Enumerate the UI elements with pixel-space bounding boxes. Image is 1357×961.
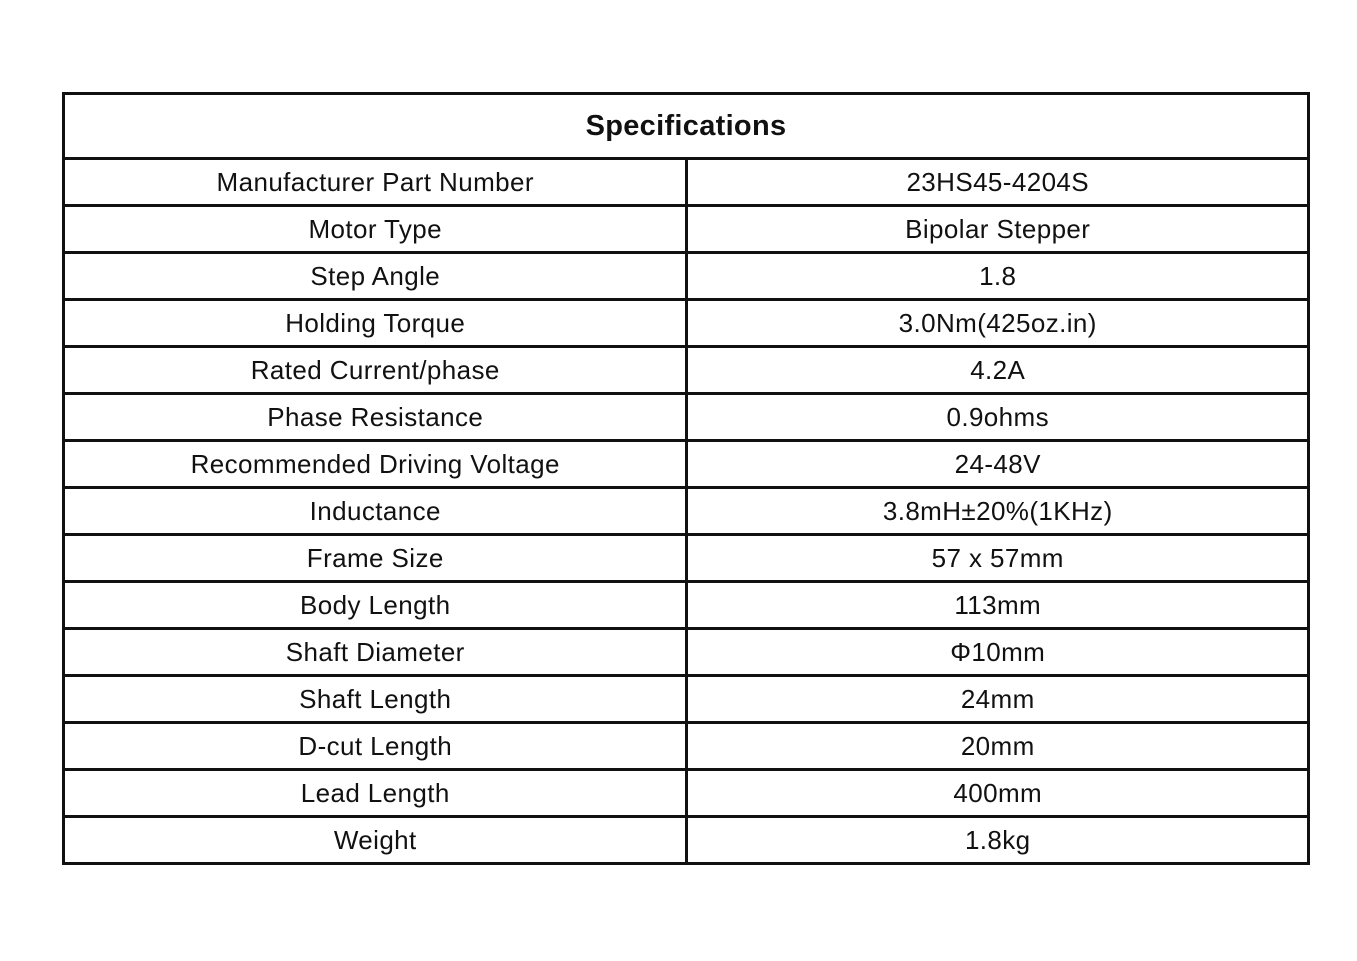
table-row (64, 723, 1309, 770)
spec-label: Frame Size (64, 535, 687, 582)
spec-value: 3.0Nm(425oz.in) (687, 300, 1309, 347)
spec-label: Manufacturer Part Number (64, 159, 687, 206)
spec-value: 1.8 (687, 253, 1309, 300)
table-row (64, 770, 1309, 817)
table-row (64, 394, 1309, 441)
spec-value: 57 x 57mm (687, 535, 1309, 582)
table-title: Specifications (64, 94, 1309, 159)
spec-value: 400mm (687, 770, 1309, 817)
spec-label: Holding Torque (64, 300, 687, 347)
specifications-table (62, 92, 1310, 865)
spec-label: Shaft Length (64, 676, 687, 723)
table-row (64, 629, 1309, 676)
spec-label: Shaft Diameter (64, 629, 687, 676)
spec-label: Lead Length (64, 770, 687, 817)
spec-value: 23HS45-4204S (687, 159, 1309, 206)
table-row (64, 206, 1309, 253)
spec-value: 0.9ohms (687, 394, 1309, 441)
spec-label: Motor Type (64, 206, 687, 253)
spec-value: 24-48V (687, 441, 1309, 488)
spec-label: Body Length (64, 582, 687, 629)
spec-value: 20mm (687, 723, 1309, 770)
table-row (64, 300, 1309, 347)
spec-value: 1.8kg (687, 817, 1309, 864)
table-row (64, 535, 1309, 582)
spec-value: 24mm (687, 676, 1309, 723)
table-row (64, 676, 1309, 723)
table-row (64, 441, 1309, 488)
spec-value: 4.2A (687, 347, 1309, 394)
table-row (64, 159, 1309, 206)
spec-value: Φ10mm (687, 629, 1309, 676)
spec-label: Recommended Driving Voltage (64, 441, 687, 488)
spec-label: Rated Current/phase (64, 347, 687, 394)
spec-label: Weight (64, 817, 687, 864)
table-row (64, 253, 1309, 300)
table-row (64, 582, 1309, 629)
spec-value: 3.8mH±20%(1KHz) (687, 488, 1309, 535)
table-row (64, 488, 1309, 535)
spec-value: 113mm (687, 582, 1309, 629)
table-row (64, 347, 1309, 394)
spec-label: Inductance (64, 488, 687, 535)
table-row (64, 817, 1309, 864)
spec-value: Bipolar Stepper (687, 206, 1309, 253)
spec-label: Phase Resistance (64, 394, 687, 441)
spec-label: D-cut Length (64, 723, 687, 770)
table-header-row (64, 94, 1309, 159)
spec-label: Step Angle (64, 253, 687, 300)
